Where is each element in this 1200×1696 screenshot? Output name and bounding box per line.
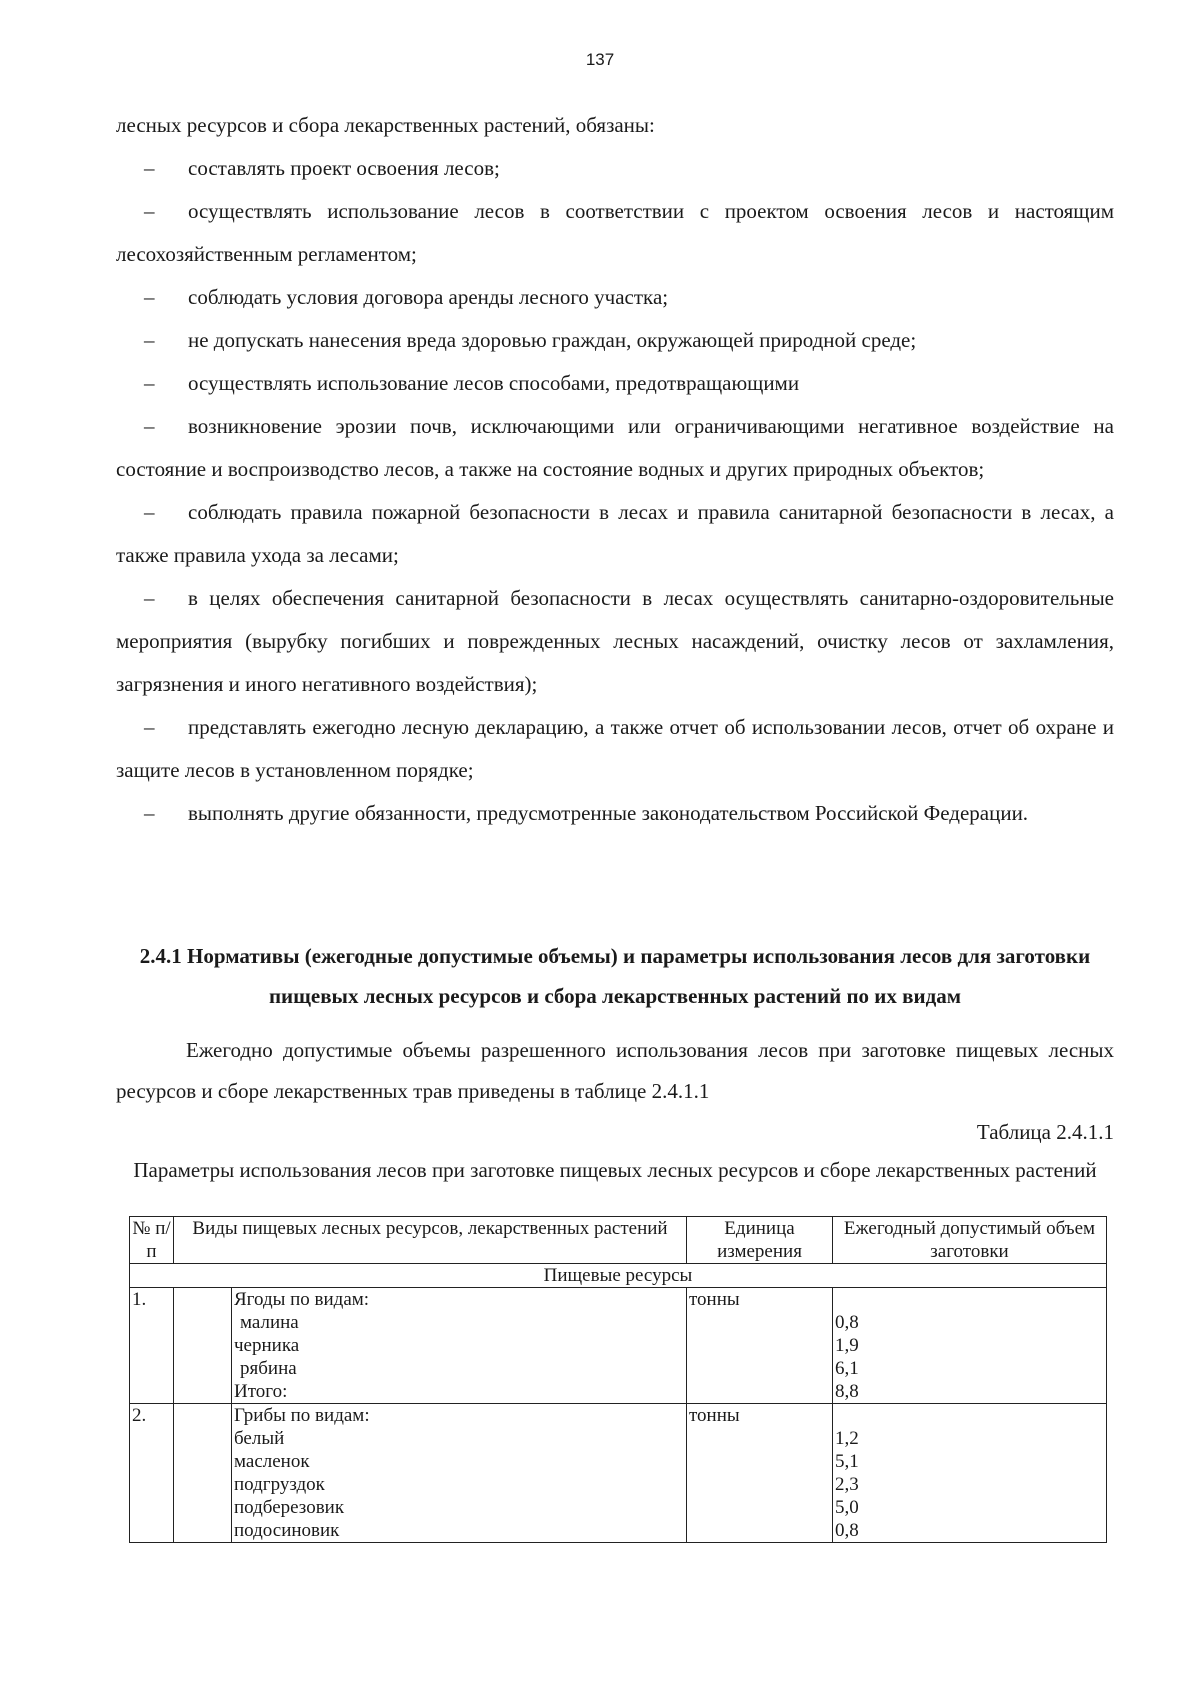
dash-marker: – [144, 500, 155, 524]
table-row [130, 1404, 1107, 1543]
item-name: подгруздок [234, 1474, 325, 1495]
bullet-item [116, 792, 1114, 835]
item-value: 5,1 [835, 1451, 859, 1472]
bullet-text: соблюдать условия договора аренды лесного участка; [188, 285, 669, 309]
item-value: 8,8 [835, 1381, 859, 1402]
resources-table [129, 1216, 1107, 1543]
item-value: 1,9 [835, 1335, 859, 1356]
row-unit: тонны [687, 1288, 833, 1404]
bullet-item [116, 405, 1114, 491]
table-label: Таблица 2.4.1.1 [976, 1120, 1114, 1144]
item-value: 2,3 [835, 1474, 859, 1495]
bullet-text: выполнять другие обязанности, предусмотренные законодательством Российской Федерации. [188, 801, 1029, 825]
table-section-row [130, 1264, 1107, 1288]
row-num: 1. [130, 1288, 174, 1404]
bullet-text: осуществлять использование лесов в соответствии с проектом освоения лесов и настоящим лесохозяйственным регламентом; [116, 199, 1114, 266]
section-body [116, 1030, 1114, 1112]
item-value: 5,0 [835, 1497, 859, 1518]
bullet-text: осуществлять использование лесов способами, предотвращающими [188, 371, 800, 395]
section-paragraph: Ежегодно допустимые объемы разрешенного использования лесов при заготовке пищевых лесных ресурсов и сборе лекарственных трав приведены в таблице 2.4.1.1 [116, 1038, 1114, 1103]
dash-marker: – [144, 371, 155, 395]
item-name: черника [234, 1335, 300, 1356]
row-values [833, 1404, 1107, 1543]
row-kinds [232, 1288, 687, 1404]
header-unit: Единица измерения [687, 1217, 833, 1264]
item-name: малина [240, 1312, 299, 1333]
table-caption: Параметры использования лесов при заготовке пищевых лесных ресурсов и сборе лекарственных растений [133, 1158, 1097, 1182]
section-row-label: Пищевые ресурсы [130, 1264, 1107, 1288]
row-kinds [232, 1404, 687, 1543]
table-row [130, 1288, 1107, 1404]
item-value: 0,8 [835, 1312, 859, 1333]
section-heading: 2.4.1 Нормативы (ежегодные допустимые объемы) и параметры использования лесов для заготовки пищевых лесных ресурсов и сбора лекарственных растений по их видам [139, 944, 1091, 1008]
dash-marker: – [144, 156, 155, 180]
dash-marker: – [144, 328, 155, 352]
bullet-item [116, 147, 1114, 190]
item-value: 6,1 [835, 1358, 859, 1379]
item-name: масленок [234, 1451, 310, 1472]
header-volume: Ежегодный допустимый объем заготовки [833, 1217, 1107, 1264]
item-name: подберезовик [234, 1497, 345, 1518]
group-title: Ягоды по видам: [234, 1289, 370, 1310]
dash-marker: – [144, 715, 155, 739]
item-name: подосиновик [234, 1520, 340, 1541]
row-spacer [174, 1288, 232, 1404]
dash-marker: – [144, 285, 155, 309]
item-value: 0,8 [835, 1520, 859, 1541]
dash-marker: – [144, 414, 155, 438]
dash-marker: – [144, 586, 155, 610]
bullet-text: возникновение эрозии почв, исключающими или ограничивающими негативное воздействие на состояние и воспроизводство лесов, а также на состояние водных и других природных объектов; [116, 414, 1114, 481]
bullet-item [116, 362, 1114, 405]
page-number: 137 [585, 50, 615, 69]
item-name: рябина [240, 1358, 297, 1379]
row-unit: тонны [687, 1404, 833, 1543]
row-spacer [174, 1404, 232, 1543]
table-header-row [130, 1217, 1107, 1264]
header-kind: Виды пищевых лесных ресурсов, лекарственных растений [174, 1217, 687, 1264]
bullet-item [116, 319, 1114, 362]
row-num: 2. [130, 1404, 174, 1543]
item-value: 1,2 [835, 1428, 859, 1449]
bullet-text: не допускать нанесения вреда здоровью граждан, окружающей природной среде; [188, 328, 917, 352]
header-num: № п/п [130, 1217, 174, 1264]
bullet-text: представлять ежегодно лесную декларацию, а также отчет об использовании лесов, отчет об охране и защите лесов в установленном порядке; [116, 715, 1114, 782]
bullet-item [116, 276, 1114, 319]
bullet-text: соблюдать правила пожарной безопасности в лесах и правила санитарной безопасности в лесах, а также правила ухода за лесами; [116, 500, 1114, 567]
bullet-item [116, 491, 1114, 577]
dash-marker: – [144, 199, 155, 223]
bullet-text: составлять проект освоения лесов; [188, 156, 500, 180]
body-text [116, 104, 1114, 835]
bullet-item [116, 577, 1114, 706]
row-values [833, 1288, 1107, 1404]
item-name: белый [234, 1428, 285, 1449]
paragraph: лесных ресурсов и сбора лекарственных растений, обязаны: [116, 113, 655, 137]
bullet-item [116, 706, 1114, 792]
group-title: Грибы по видам: [234, 1405, 370, 1426]
item-name: Итого: [234, 1381, 288, 1402]
bullet-item [116, 190, 1114, 276]
dash-marker: – [144, 801, 155, 825]
bullet-text: в целях обеспечения санитарной безопасности в лесах осуществлять санитарно-оздоровительные мероприятия (вырубку погибших и поврежденных лесных насаждений, очистку лесов от захламления, загрязнения и иного негативного воздействия); [116, 586, 1114, 696]
